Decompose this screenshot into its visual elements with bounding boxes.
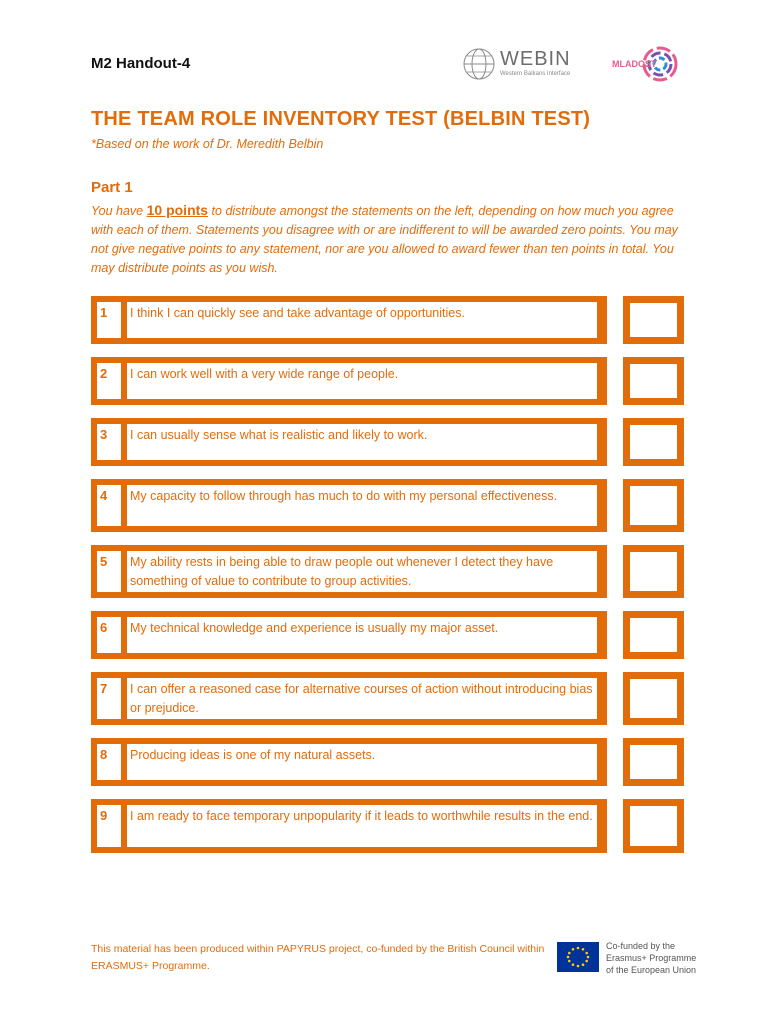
statement-box xyxy=(91,545,607,598)
eu-flag-icon xyxy=(557,942,599,972)
statement-text: I am ready to face temporary unpopularity if it leads to worthwhile results in the end. xyxy=(127,805,597,847)
statement-number-cell xyxy=(97,485,121,526)
statement-box xyxy=(91,296,607,344)
mladost-logo xyxy=(610,44,678,84)
eu-cofunded-text xyxy=(606,940,696,976)
points-input[interactable] xyxy=(630,679,677,718)
statement-row-2 xyxy=(91,357,684,405)
points-input[interactable] xyxy=(630,425,677,459)
statement-number: 7 xyxy=(100,681,108,696)
statement-text: I can usually sense what is realistic and likely to work. xyxy=(127,424,597,460)
points-box xyxy=(623,672,684,725)
points-box xyxy=(623,418,684,466)
instructions-after: to distribute amongst the statements on the left, depending on how much you agree with each of them. Statements you disagree with or are indifferent to will be awarded zero points. You may not give negative points to any statement, nor are you allowed to award fewer than ten points in total. You may distribute points as you wish. xyxy=(91,204,678,275)
statement-text: I can offer a reasoned case for alternative courses of action without introducing bias or prejudice. xyxy=(127,678,597,719)
statement-box xyxy=(91,738,607,786)
statement-number: 3 xyxy=(100,427,108,442)
statement-text: I think I can quickly see and take advantage of opportunities. xyxy=(127,302,597,338)
points-box xyxy=(623,545,684,598)
points-box xyxy=(623,479,684,532)
part-heading: Part 1 xyxy=(91,179,133,196)
webin-logo-text: WEBIN xyxy=(500,48,571,70)
statement-row-5 xyxy=(91,545,684,598)
statement-text: My ability rests in being able to draw people out whenever I detect they have something of value to contribute to group activities. xyxy=(127,551,597,592)
statement-row-3 xyxy=(91,418,684,466)
handout-label: M2 Handout-4 xyxy=(91,55,191,72)
statement-text: Producing ideas is one of my natural assets. xyxy=(127,744,597,780)
points-box xyxy=(623,799,684,853)
points-input[interactable] xyxy=(630,552,677,591)
statement-number: 5 xyxy=(100,554,108,569)
statement-number: 4 xyxy=(100,488,108,503)
points-input[interactable] xyxy=(630,364,677,398)
footer-text: This material has been produced within PAPYRUS project, co-funded by the British Council within ERASMUS+ Programme. xyxy=(91,943,545,972)
points-box xyxy=(623,296,684,344)
statement-number-cell xyxy=(97,744,121,780)
statement-number: 9 xyxy=(100,808,108,823)
page-title: THE TEAM ROLE INVENTORY TEST (BELBIN TEST) xyxy=(91,108,591,130)
statement-text: My technical knowledge and experience is usually my major asset. xyxy=(127,617,597,653)
statement-box xyxy=(91,418,607,466)
statement-number: 2 xyxy=(100,366,108,381)
statement-number: 8 xyxy=(100,747,108,762)
statement-box xyxy=(91,357,607,405)
statement-number-cell xyxy=(97,424,121,460)
webin-logo-subtitle: Western Balkans Interface xyxy=(500,71,571,77)
eu-line-3: of the European Union xyxy=(606,965,697,975)
statement-number: 1 xyxy=(100,305,108,320)
statement-box xyxy=(91,799,607,853)
page-subtitle: *Based on the work of Dr. Meredith Belbin xyxy=(91,137,324,151)
webin-globe-icon xyxy=(462,46,496,82)
statement-number-cell xyxy=(97,617,121,653)
statement-row-9 xyxy=(91,799,684,853)
statement-number-cell xyxy=(97,678,121,719)
points-input[interactable] xyxy=(630,303,677,337)
points-input[interactable] xyxy=(630,806,677,846)
instructions xyxy=(91,201,681,278)
statement-row-4 xyxy=(91,479,684,532)
points-box xyxy=(623,738,684,786)
points-input[interactable] xyxy=(630,486,677,525)
statement-row-8 xyxy=(91,738,684,786)
points-box xyxy=(623,357,684,405)
statement-number-cell xyxy=(97,805,121,847)
statement-number-cell xyxy=(97,363,121,399)
points-box xyxy=(623,611,684,659)
points-emphasis: 10 points xyxy=(146,202,209,218)
statement-box xyxy=(91,672,607,725)
mladost-logo-text: MLADOST xyxy=(612,59,657,69)
statement-box xyxy=(91,479,607,532)
instructions-before: You have xyxy=(91,204,147,218)
eu-line-2: Erasmus+ Programme xyxy=(606,953,697,963)
eu-line-1: Co-funded by the xyxy=(606,941,676,951)
statement-row-7 xyxy=(91,672,684,725)
points-input[interactable] xyxy=(630,745,677,779)
statement-row-6 xyxy=(91,611,684,659)
statement-text: I can work well with a very wide range of people. xyxy=(127,363,597,399)
statement-number-cell xyxy=(97,302,121,338)
webin-logo xyxy=(462,46,571,82)
statement-number: 6 xyxy=(100,620,108,635)
statement-number-cell xyxy=(97,551,121,592)
points-input[interactable] xyxy=(630,618,677,652)
statement-text: My capacity to follow through has much to do with my personal effectiveness. xyxy=(127,485,597,526)
statement-box xyxy=(91,611,607,659)
statement-row-1 xyxy=(91,296,684,344)
